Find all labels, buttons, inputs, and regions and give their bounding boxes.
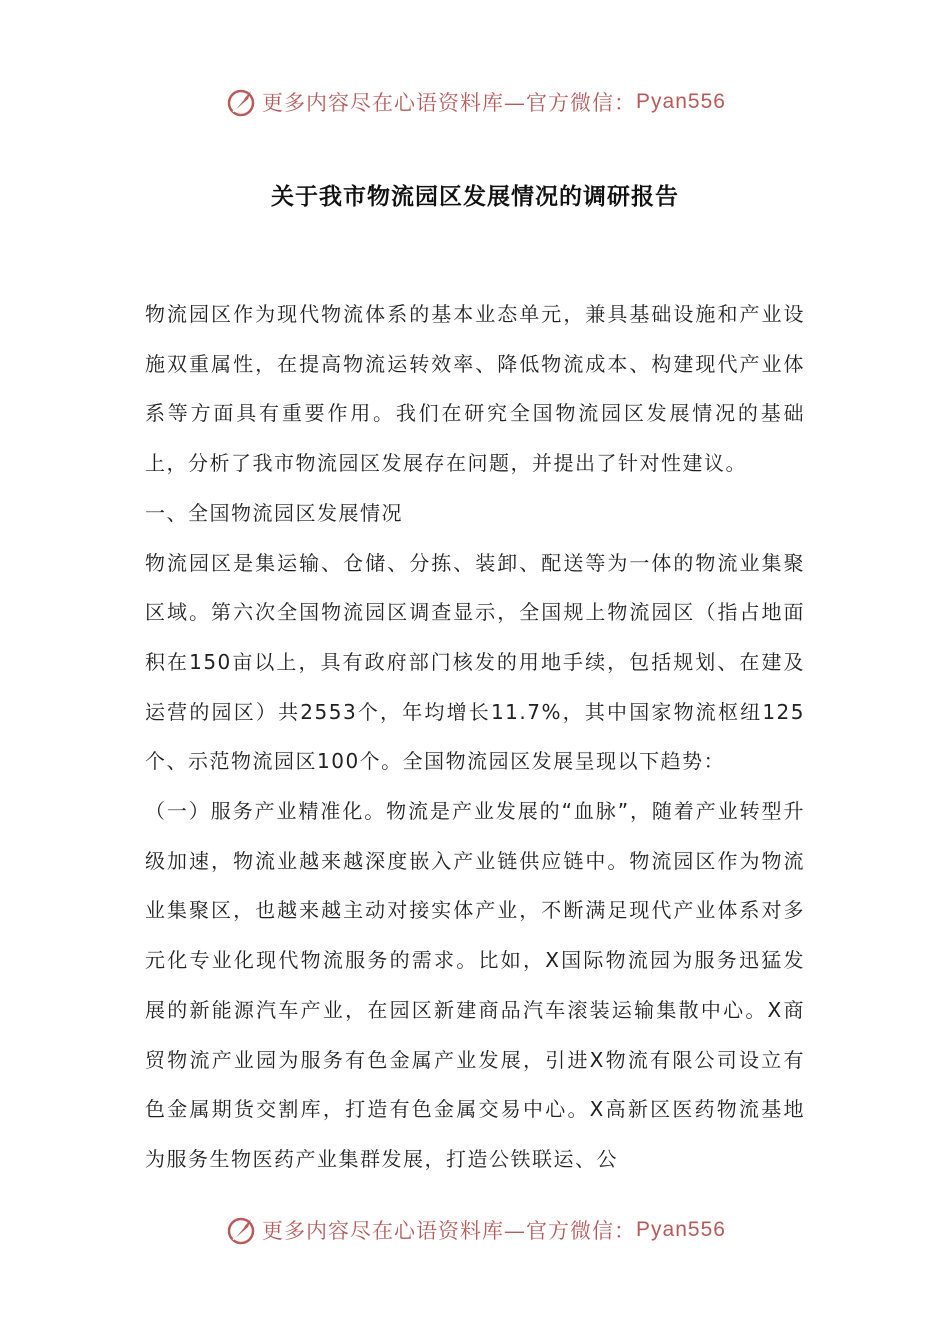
document-title: 关于我市物流园区发展情况的调研报告 — [271, 184, 679, 210]
quill-pen-logo-icon — [224, 85, 258, 119]
banner-text: 更多内容尽在心语资料库—官方微信： — [262, 91, 637, 115]
paragraph-trend-1: （一）服务产业精准化。物流是产业发展的“血脉”，随着产业转型升级加速，物流业越来越深度嵌入产业链供应链中。物流园区作为物流业集聚区，也越来越主动对接实体产业，不断满足现代产业体系对多元化专业化现代物流服务的需求。比如，X国际物流园为服务迅猛发展的新能源汽车产业，在园区新建商品汽车滚装运输集散中心。X商贸物流产业园为服务有色金属产业发展，引进X物流有限公司设立有色金属期货交割库，打造有色金属交易中心。X高新区医药物流基地为服务生物医药产业集群发展，打造公铁联运、公 — [145, 799, 805, 1171]
quill-pen-logo-icon — [224, 1213, 258, 1247]
header-watermark-banner — [0, 82, 950, 122]
banner-wechat-id: Pyan556 — [636, 1218, 726, 1241]
section-heading-1: 一、全国物流园区发展情况 — [145, 500, 403, 525]
banner-wechat-id: Pyan556 — [636, 90, 726, 113]
paragraph-intro: 物流园区作为现代物流体系的基本业态单元，兼具基础设施和产业设施双重属性，在提高物流运转效率、降低物流成本、构建现代产业体系等方面具有重要作用。我们在研究全国物流园区发展情况的基础上，分析了我市物流园区发展存在问题，并提出了针对性建议。 — [145, 302, 805, 476]
footer-watermark-banner — [0, 1210, 950, 1250]
banner-text: 更多内容尽在心语资料库—官方微信： — [262, 1219, 637, 1243]
paragraph-overview: 物流园区是集运输、仓储、分拣、装卸、配送等为一体的物流业集聚区域。第六次全国物流园区调查显示，全国规上物流园区（指占地面积在150亩以上，具有政府部门核发的用地手续，包括规划、在建及运营的园区）共2553个，年均增长11.7%，其中国家物流枢纽125个、示范物流园区100个。全国物流园区发展呈现以下趋势： — [145, 550, 805, 774]
document-body — [145, 290, 805, 1185]
